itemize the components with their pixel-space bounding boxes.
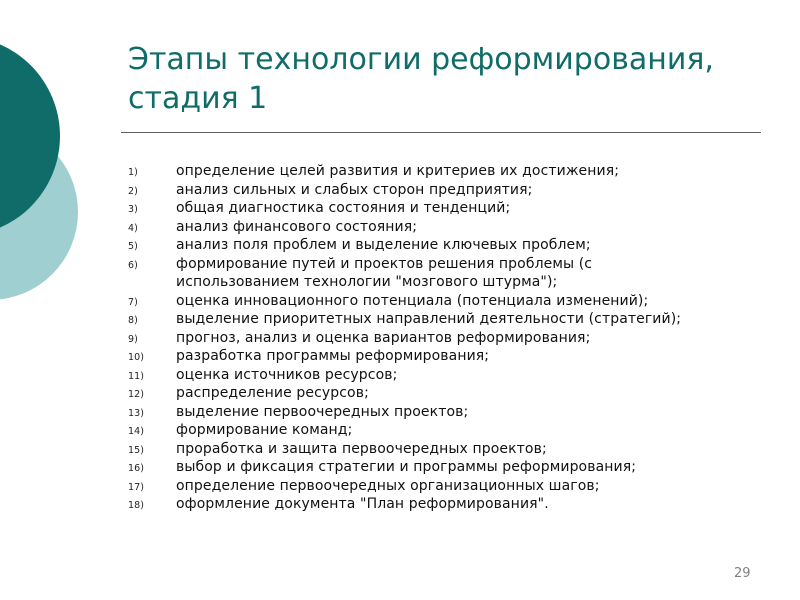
list-item [128,181,688,200]
list-item-text: оформление документа "План реформирования". [176,496,549,512]
list-item [128,366,688,385]
list-item-number: 12) [128,389,145,400]
list-item-text: оценка инновационного потенциала (потенциала изменений); [176,292,649,309]
list-item [128,458,688,477]
decorative-circles [0,0,140,320]
list-item-number: 5) [128,241,138,252]
list-item-text: прогноз, анализ и оценка вариантов реформирования; [176,329,591,346]
list-item [128,477,688,496]
list-item-text: формирование команд; [176,422,353,438]
list-item [128,495,688,514]
slide-title [128,40,768,118]
list-item [128,199,688,218]
list-item-text: проработка и защита первоочередных проектов; [176,440,547,457]
list-item-number: 10) [128,352,145,363]
list-item [128,347,688,366]
title-line-2: стадия 1 [128,81,268,116]
list-item-text: выбор и фиксация стратегии и программы реформирования; [176,459,637,475]
list-item-number: 16) [128,463,145,474]
list-item-number: 8) [128,315,138,326]
list-item-text: выделение первоочередных проектов; [176,403,469,420]
list-item-text: формирование путей и проектов решения проблемы (с использованием технологии "мозгового штурма"); [176,255,593,290]
list-item-text: распределение ресурсов; [176,385,369,401]
list-item-text: анализ поля проблем и выделение ключевых проблем; [176,237,591,253]
title-line-1: Этапы технологии реформирования, [128,42,714,77]
list-item-text: анализ финансового состояния; [176,218,418,235]
list-item [128,292,688,311]
list-item-number: 15) [128,444,145,456]
list-item-number: 7) [128,296,138,308]
list-item [128,384,688,403]
list-item-number: 6) [128,259,138,271]
list-item [128,218,688,237]
list-item [128,403,688,422]
list-item-number: 13) [128,407,145,419]
list-item [128,421,688,440]
list-item-text: определение первоочередных организационных шагов; [176,477,600,494]
title-divider [121,132,761,133]
list-item-text: оценка источников ресурсов; [176,366,398,383]
list-item-number: 1) [128,167,138,178]
list-item-number: 9) [128,333,138,345]
list-item [128,440,688,459]
list-item-number: 2) [128,185,138,197]
list-item-number: 11) [128,370,145,382]
list-item [128,162,688,181]
list-item-number: 17) [128,481,145,493]
list-item-number: 4) [128,222,138,234]
list-item-text: общая диагностика состояния и тенденций; [176,200,511,216]
list-item [128,255,688,292]
list-item [128,310,688,329]
list-item-text: анализ сильных и слабых сторон предприятия; [176,181,533,198]
list-item-number: 3) [128,204,138,215]
list-item [128,236,688,255]
list-item-number: 18) [128,500,145,511]
list-item [128,329,688,348]
steps-list [128,162,688,514]
list-item-text: определение целей развития и критериев их достижения; [176,163,620,179]
list-item-number: 14) [128,426,145,437]
page-number: 29 [734,566,751,581]
list-item-text: выделение приоритетных направлений деятельности (стратегий); [176,311,682,327]
list-item-text: разработка программы реформирования; [176,348,490,364]
